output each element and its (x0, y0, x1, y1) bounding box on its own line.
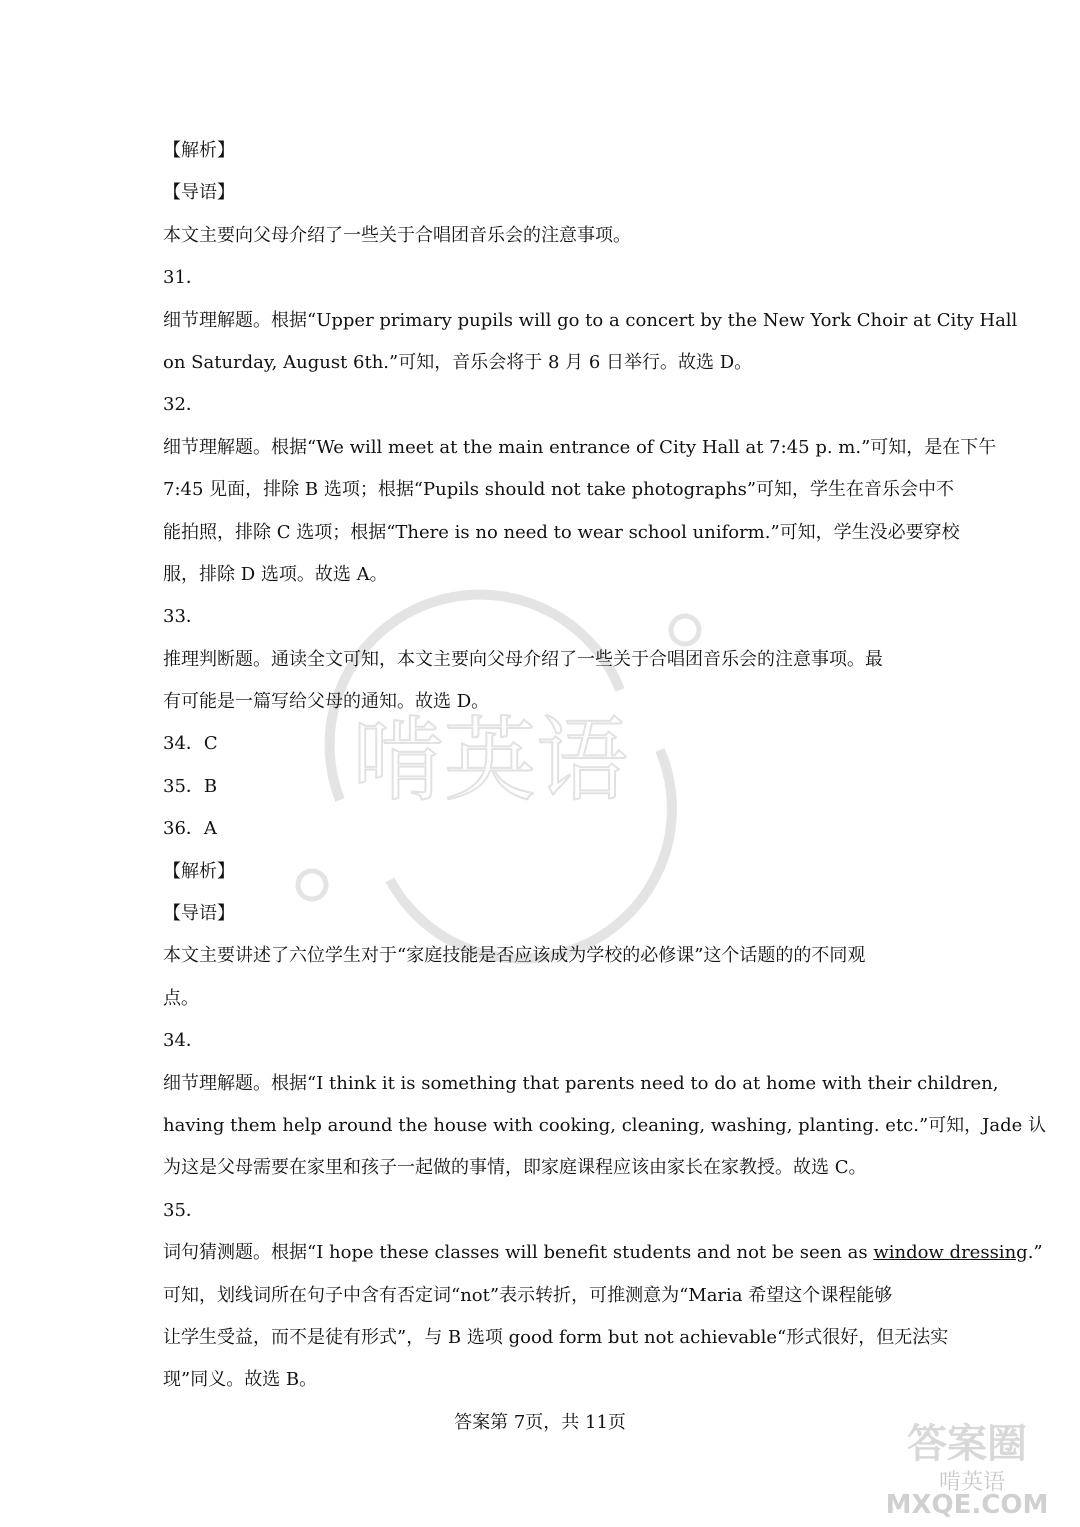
text-line: 细节理解题。根据“Upper primary pupils will go to a concert by the New York Choir at City Hall (163, 309, 1018, 331)
text-line: 7:45 见面，排除 B 选项；根据“Pupils should not take photographs”可知，学生在音乐会中不 (163, 479, 955, 501)
text-line: 推理判断题。通读全文可知，本文主要向父母介绍了一些关于合唱团音乐会的注意事项。最 (163, 648, 883, 670)
text-line: 服，排除 D 选项。故选 A。 (163, 563, 388, 585)
text-line: on Saturday, August 6th.”可知，音乐会将于 8 月 6 日举行。故选 D。 (163, 351, 753, 373)
text-line: having them help around the house with cooking, cleaning, washing, planting. etc.”可知，Jade 认 (163, 1114, 1047, 1136)
text-line: 【导语】 (163, 903, 235, 925)
underlined-phrase: window dressing (873, 1242, 1028, 1264)
question-number: 34． (163, 1030, 204, 1052)
answer-item: 36．A (163, 818, 217, 840)
page-footer: 答案第 7页，共 11页 (454, 1412, 626, 1433)
text-line: 本文主要讲述了六位学生对于“家庭技能是否应该成为学校的必修课”这个话题的的不同观 (163, 945, 866, 967)
question-number: 32． (163, 394, 204, 416)
corner-logo-bottom: MXQE.COM (885, 1490, 1049, 1520)
corner-logo-top: 答案圈 (907, 1421, 1027, 1467)
answer-item: 35．B (163, 775, 218, 797)
text-line: 有可能是一篇写给父母的通知。故选 D。 (163, 691, 490, 713)
text-line: 让学生受益，而不是徒有形式”，与 B 选项 good form but not achievable“形式很好，但无法实 (163, 1326, 949, 1348)
text-line (163, 1232, 1043, 1274)
answer-content (163, 130, 1047, 1402)
text-line: 为这是父母需要在家里和孩子一起做的事情，即家庭课程应该由家长在家教授。故选 C。 (163, 1157, 867, 1179)
text-line: 本文主要向父母介绍了一些关于合唱团音乐会的注意事项。 (163, 224, 631, 246)
text-segment: .” (1027, 1242, 1043, 1264)
question-number: 33． (163, 606, 204, 628)
text-line: 细节理解题。根据“I think it is something that parents need to do at home with their children, (163, 1072, 999, 1094)
text-line: 点。 (163, 987, 199, 1009)
text-segment: 词句猜测题。根据“I hope these classes will benefit students and not be seen as (163, 1242, 874, 1264)
question-number: 35． (163, 1199, 204, 1221)
text-line: 可知，划线词所在句子中含有否定词“not”表示转折，可推测意为“Maria 希望这个课程能够 (163, 1284, 893, 1306)
question-number: 31． (163, 267, 204, 289)
text-line: 【解析】 (163, 860, 235, 882)
text-line: 【解析】 (163, 140, 235, 161)
answer-item: 34．C (163, 733, 218, 755)
text-line: 细节理解题。根据“We will meet at the main entrance of City Hall at 7:45 p. m.”可知，是在下午 (163, 436, 997, 458)
text-line: 【导语】 (163, 182, 235, 204)
watermark-text: 啃英语 (351, 707, 629, 814)
text-line: 能拍照，排除 C 选项；根据“There is no need to wear school uniform.”可知，学生没必要穿校 (163, 521, 960, 543)
corner-logo-middle: 啃英语 (938, 1470, 1006, 1495)
text-line: 现”同义。故选 B。 (163, 1369, 318, 1391)
